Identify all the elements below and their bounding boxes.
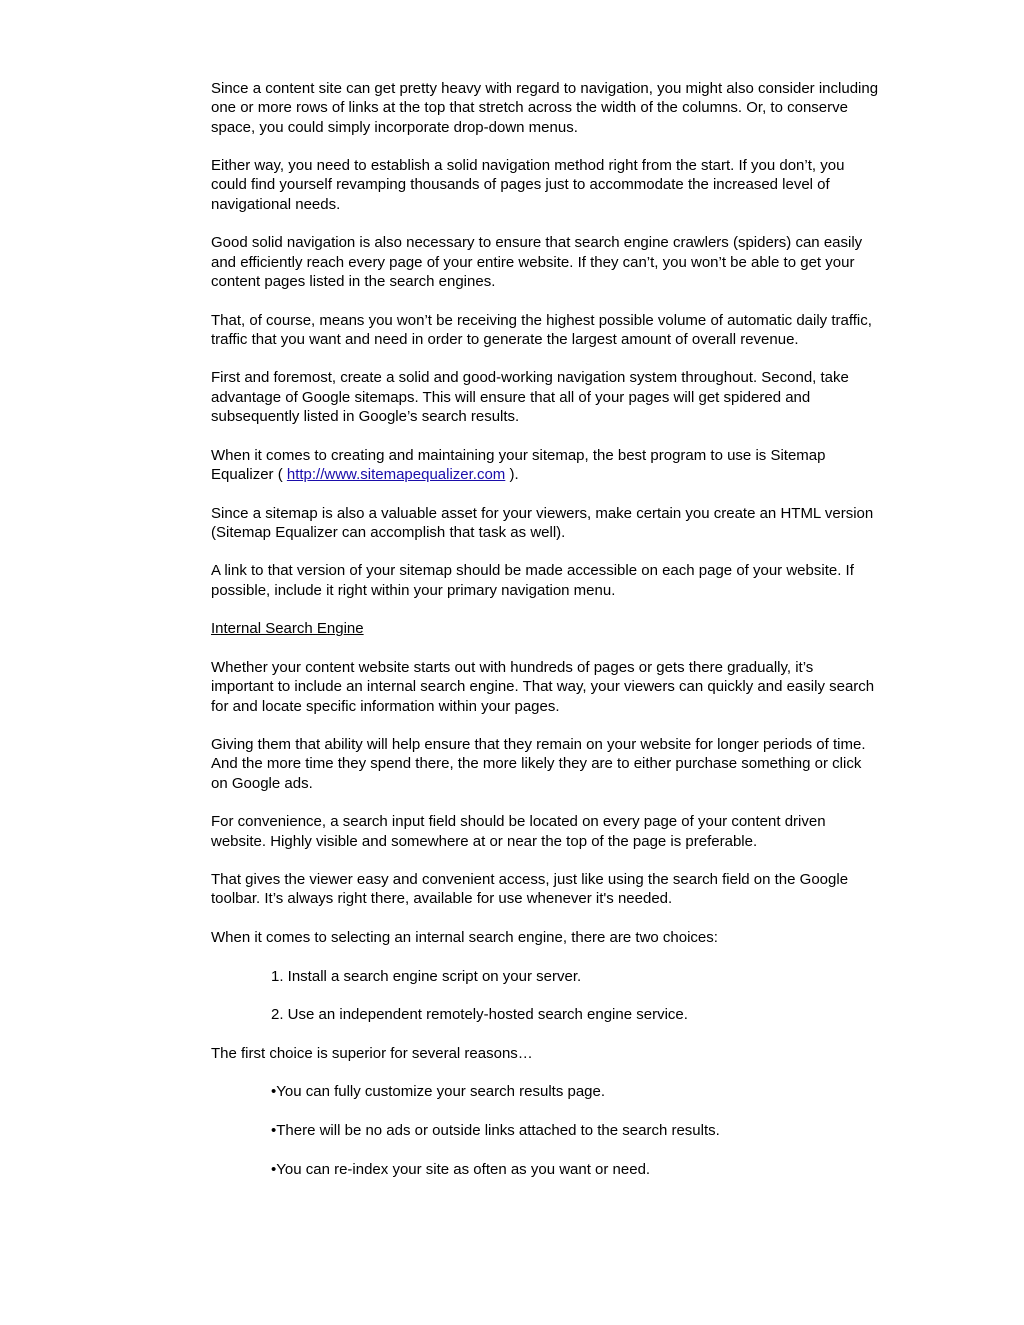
paragraph-two-choices: When it comes to selecting an internal search engine, there are two choices: xyxy=(211,929,718,947)
paragraph-easy-access: That gives the viewer easy and convenient access, just like using the search field on the Google toolbar. It’s always right there, available for use whenever it's needed. xyxy=(211,871,849,908)
section-heading-internal-search: Internal Search Engine xyxy=(211,620,364,638)
paragraph-navigation-rows: Since a content site can get pretty heavy with regard to navigation, you might also consider including one or more rows of links at the top that stretch across the width of the columns. Or, to conserve space, you could simply incorporate drop-down menus. xyxy=(211,80,879,136)
document-page xyxy=(211,79,879,1198)
paragraph-internal-search-engine: Whether your content website starts out with hundreds of pages or gets there gradually, it’s important to include an internal search engine. That way, your viewers can quickly and easily search for and locate specific information within your pages. xyxy=(211,658,875,715)
sitemap-text-after: ). xyxy=(505,465,519,483)
paragraph-traffic: That, of course, means you won’t be receiving the highest possible volume of automatic daily traffic, traffic that you want and need in order to generate the largest amount of overall revenue. xyxy=(211,311,872,348)
paragraph-sitemap-link: A link to that version of your sitemap should be made accessible on each page of your website. If possible, include it right within your primary navigation menu. xyxy=(211,562,854,599)
list-item-reason-3: •You can re-index your site as often as you want or need. xyxy=(271,1160,651,1178)
paragraph-html-sitemap: Since a sitemap is also a valuable asset for your viewers, make certain you create an HTML version (Sitemap Equalizer can accomplish that task as well). xyxy=(211,504,874,541)
list-item-reason-2: •There will be no ads or outside links attached to the search results. xyxy=(271,1122,720,1140)
paragraph-reasons-intro: The first choice is superior for several reasons… xyxy=(211,1044,533,1062)
paragraph-longer-visits: Giving them that ability will help ensure that they remain on your website for longer periods of time. And the more time they spend there, the more likely they are to either purchase something or click on Google ads. xyxy=(211,736,866,792)
sitemap-equalizer-link[interactable]: http://www.sitemapequalizer.com xyxy=(286,465,506,483)
paragraph-search-field-location: For convenience, a search input field should be located on every page of your content driven website. Highly visible and somewhere at or near the top of the page is preferable. xyxy=(211,813,826,850)
list-item-choice-2: 2. Use an independent remotely-hosted search engine service. xyxy=(271,1006,688,1024)
paragraph-google-sitemaps: First and foremost, create a solid and good-working navigation system throughout. Second, take advantage of Google sitemaps. This will ensure that all of your pages will get spidered and subsequently listed in Google’s search results. xyxy=(211,369,849,426)
list-item-reason-1: •You can fully customize your search results page. xyxy=(271,1083,606,1101)
paragraph-navigation-method: Either way, you need to establish a solid navigation method right from the start. If you don’t, you could find yourself revamping thousands of pages just to accommodate the increased level of navigational needs. xyxy=(211,157,845,213)
list-item-choice-1: 1. Install a search engine script on your server. xyxy=(271,967,582,985)
sitemap-text-before: When it comes to creating and maintaining your sitemap, the best program to use is Sitemap Equalizer ( xyxy=(211,446,826,483)
paragraph-crawler-navigation: Good solid navigation is also necessary to ensure that search engine crawlers (spiders) can easily and efficiently reach every page of your entire website. If they can’t, you won’t be able to get your content pages listed in the search engines. xyxy=(211,234,863,290)
paragraph-sitemap-equalizer xyxy=(211,446,879,485)
